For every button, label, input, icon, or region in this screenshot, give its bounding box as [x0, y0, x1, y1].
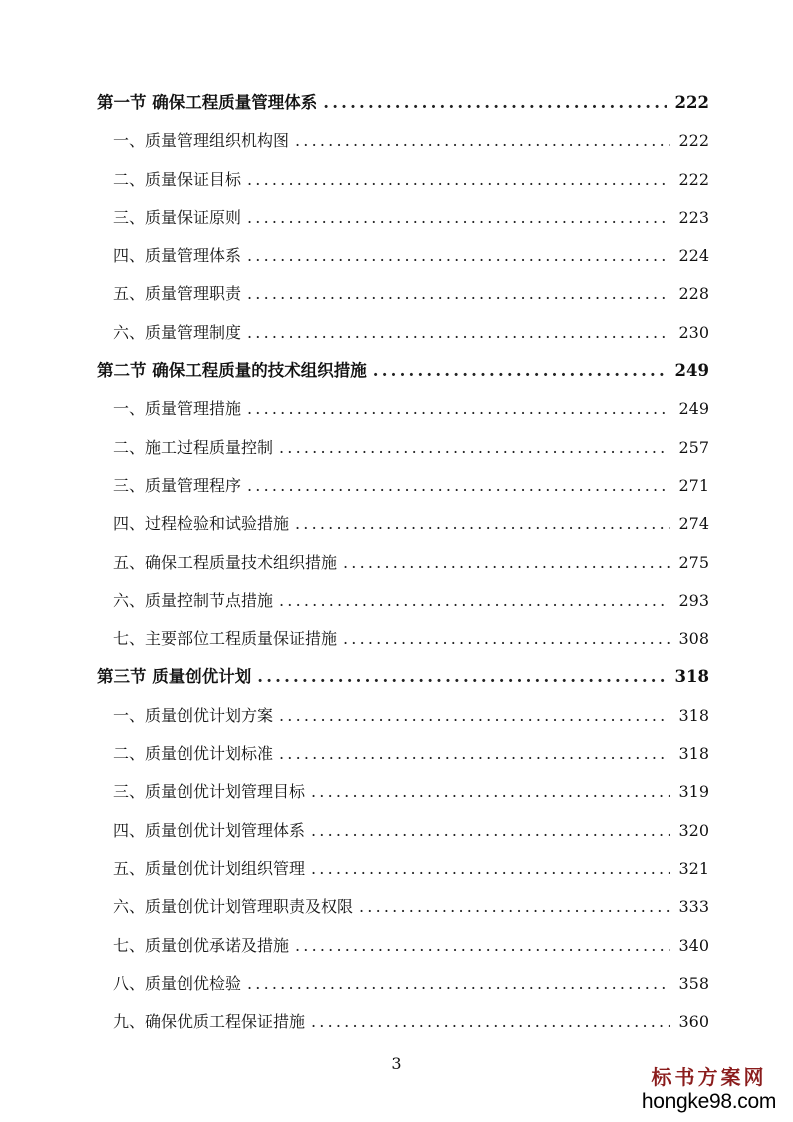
toc-section-heading[interactable]	[97, 84, 709, 122]
toc-entry-title: 四、质量管理体系	[113, 246, 242, 266]
toc-entry-title: 八、质量创优检验	[113, 973, 242, 993]
toc-entry[interactable]	[97, 275, 709, 313]
toc-entry[interactable]	[97, 390, 709, 428]
toc-dot-leader	[311, 850, 670, 888]
toc-dot-leader	[247, 161, 670, 199]
toc-entry-page: 274	[678, 514, 709, 534]
toc-entry[interactable]	[97, 582, 709, 620]
watermark-site-name: 标书方案网	[651, 1067, 767, 1089]
toc-entry-title: 第三节 质量创优计划	[97, 667, 252, 687]
toc-entry-title: 二、施工过程质量控制	[113, 437, 274, 457]
toc-entry[interactable]	[97, 237, 709, 275]
toc-dot-leader	[343, 620, 670, 658]
toc-dot-leader	[279, 735, 670, 773]
toc-entry-page: 224	[678, 246, 709, 266]
toc-entry-page: 222	[678, 131, 709, 151]
toc-entry-title: 四、过程检验和试验措施	[113, 514, 290, 534]
toc-dot-leader	[247, 314, 670, 352]
toc-entry[interactable]	[97, 429, 709, 467]
toc-entry[interactable]	[97, 697, 709, 735]
toc-dot-leader	[311, 773, 670, 811]
toc-entry-title: 一、质量创优计划方案	[113, 705, 274, 725]
toc-entry-page: 249	[674, 361, 709, 381]
toc-entry-title: 六、质量创优计划管理职责及权限	[113, 897, 354, 917]
toc-entry-page: 230	[678, 322, 709, 342]
toc-dot-leader	[295, 505, 670, 543]
toc-dot-leader	[373, 352, 667, 390]
toc-entry[interactable]	[97, 314, 709, 352]
toc-entry-page: 318	[678, 744, 709, 764]
toc-entry-title: 五、确保工程质量技术组织措施	[113, 552, 338, 572]
toc-entry-title: 七、质量创优承诺及措施	[113, 935, 290, 955]
toc-entry-page: 271	[678, 475, 709, 495]
toc-entry[interactable]	[97, 773, 709, 811]
toc-dot-leader	[279, 582, 670, 620]
toc-dot-leader	[311, 812, 670, 850]
toc-dot-leader	[247, 390, 670, 428]
toc-entry-title: 三、质量管理程序	[113, 475, 242, 495]
toc-entry-title: 二、质量创优计划标准	[113, 744, 274, 764]
toc-entry[interactable]	[97, 888, 709, 926]
toc-entry-title: 一、质量管理组织机构图	[113, 131, 290, 151]
toc-entry-title: 五、质量管理职责	[113, 284, 242, 304]
toc-section-heading[interactable]	[97, 352, 709, 390]
toc-entry-page: 319	[678, 782, 709, 802]
toc-entry-title: 三、质量创优计划管理目标	[113, 782, 306, 802]
toc-entry[interactable]	[97, 467, 709, 505]
toc-entry-page: 293	[678, 590, 709, 610]
toc-entry-title: 四、质量创优计划管理体系	[113, 820, 306, 840]
toc-entry-page: 222	[678, 169, 709, 189]
toc-entry[interactable]	[97, 850, 709, 888]
toc-dot-leader	[279, 429, 670, 467]
toc-entry[interactable]	[97, 544, 709, 582]
toc-entry-title: 五、质量创优计划组织管理	[113, 858, 306, 878]
toc-entry[interactable]	[97, 812, 709, 850]
toc-dot-leader	[343, 544, 670, 582]
toc-entry-page: 333	[678, 897, 709, 917]
toc-entry-page: 308	[678, 629, 709, 649]
toc-entry-page: 249	[678, 399, 709, 419]
toc-entry-page: 360	[678, 1012, 709, 1032]
toc-entry-title: 一、质量管理措施	[113, 399, 242, 419]
watermark-site-url: hongke98.com	[641, 1090, 777, 1113]
toc-dot-leader	[247, 237, 670, 275]
toc-dot-leader	[247, 275, 670, 313]
toc-entry-title: 九、确保优质工程保证措施	[113, 1012, 306, 1032]
toc-dot-leader	[295, 122, 670, 160]
toc-dot-leader	[279, 697, 670, 735]
toc-dot-leader	[247, 467, 670, 505]
toc-entry[interactable]	[97, 620, 709, 658]
toc-dot-leader	[311, 1003, 670, 1041]
toc-entry[interactable]	[97, 122, 709, 160]
toc-entry-page: 228	[678, 284, 709, 304]
toc-entry-page: 318	[678, 705, 709, 725]
toc-entry-title: 六、质量控制节点措施	[113, 590, 274, 610]
toc-dot-leader	[247, 965, 670, 1003]
toc-entry-page: 275	[678, 552, 709, 572]
table-of-contents	[97, 84, 709, 1041]
toc-entry-page: 321	[678, 858, 709, 878]
toc-dot-leader	[257, 658, 666, 696]
toc-entry[interactable]	[97, 505, 709, 543]
toc-entry-title: 第一节 确保工程质量管理体系	[97, 93, 318, 112]
toc-entry[interactable]	[97, 927, 709, 965]
toc-entry[interactable]	[97, 199, 709, 237]
toc-entry-title: 二、质量保证目标	[113, 169, 242, 189]
toc-entry-title: 六、质量管理制度	[113, 322, 242, 342]
toc-dot-leader	[247, 199, 670, 237]
toc-dot-leader	[359, 888, 670, 926]
toc-entry-title: 七、主要部位工程质量保证措施	[113, 629, 338, 649]
toc-entry-page: 358	[678, 973, 709, 993]
page-number: 3	[391, 1054, 402, 1073]
toc-entry-page: 223	[678, 207, 709, 227]
toc-entry-title: 第二节 确保工程质量的技术组织措施	[97, 361, 367, 381]
toc-entry-page: 318	[674, 667, 709, 687]
toc-dot-leader	[323, 84, 666, 122]
toc-dot-leader	[295, 927, 670, 965]
toc-entry-page: 340	[678, 935, 709, 955]
toc-entry[interactable]	[97, 161, 709, 199]
toc-entry[interactable]	[97, 1003, 709, 1041]
toc-entry-page: 222	[674, 93, 709, 112]
watermark-logo	[639, 1066, 779, 1114]
toc-entry[interactable]	[97, 735, 709, 773]
toc-entry-page: 320	[678, 820, 709, 840]
toc-section-heading[interactable]	[97, 658, 709, 696]
toc-entry-title: 三、质量保证原则	[113, 207, 242, 227]
toc-entry[interactable]	[97, 965, 709, 1003]
toc-entry-page: 257	[678, 437, 709, 457]
